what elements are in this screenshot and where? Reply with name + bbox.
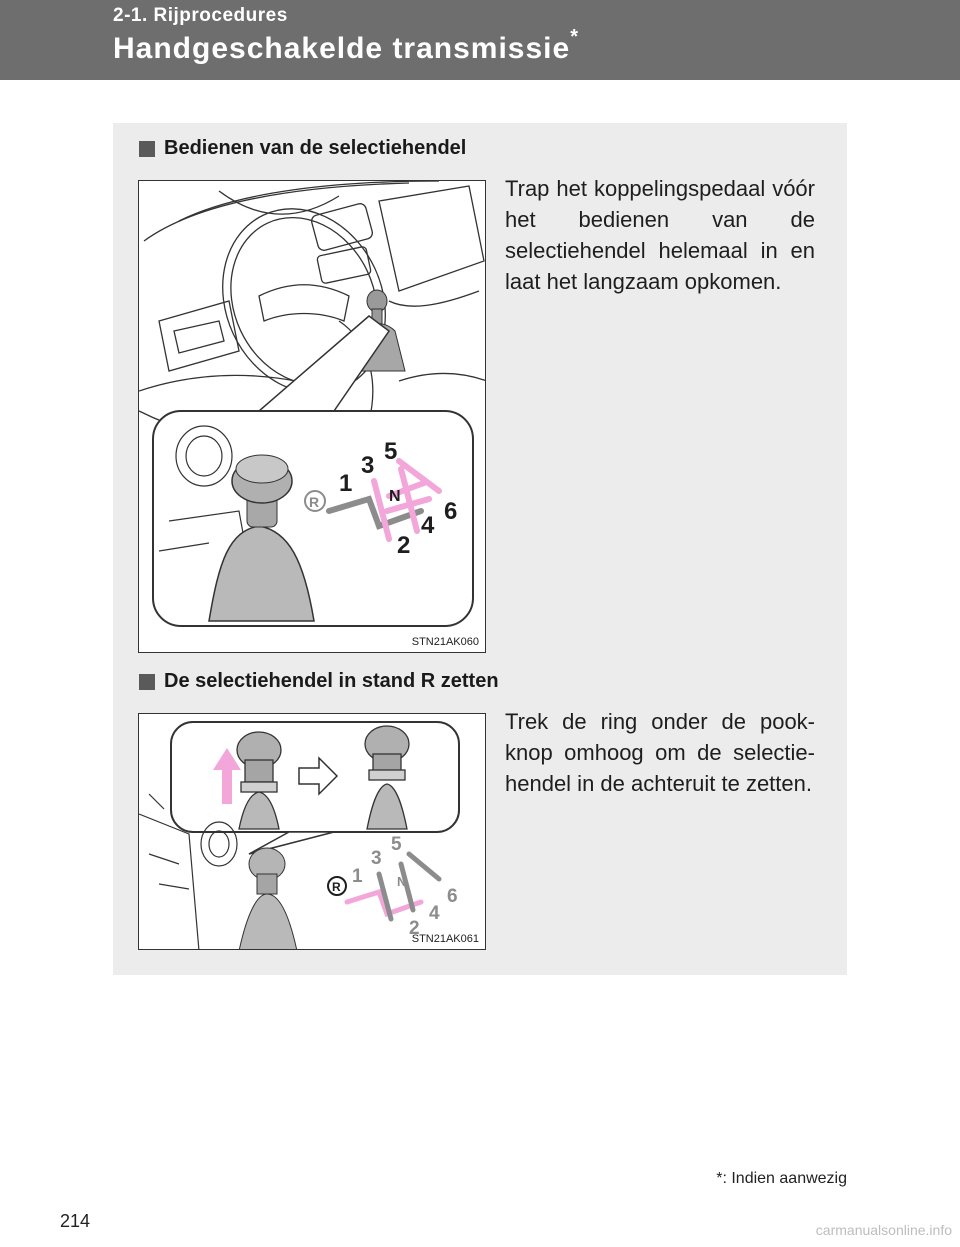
asterisk-icon: * <box>570 26 579 48</box>
asterisk-icon: * <box>716 1170 723 1187</box>
instruction-text-reverse: Trek de ring onder de pook-knop omhoog om de selectie-hendel in de achteruit te zetten. <box>505 709 815 796</box>
gear-label-5: 5 <box>384 438 398 465</box>
gear-label-6: 6 <box>444 498 458 525</box>
gear-label-R: R <box>332 880 341 894</box>
gear-label-5: 5 <box>391 834 402 855</box>
gear-label-4: 4 <box>421 512 435 539</box>
page-title: Handgeschakelde transmissie* <box>113 26 579 65</box>
square-bullet-icon <box>139 141 155 157</box>
page-header <box>0 0 960 80</box>
gear-label-1: 1 <box>352 866 363 887</box>
page-number: 214 <box>60 1211 91 1231</box>
figure-reverse-ring <box>138 713 486 950</box>
gear-label-N: N <box>397 874 407 889</box>
small-shift-knob-lower <box>239 848 297 950</box>
watermark: carmanualsonline.info <box>815 1222 952 1238</box>
gear-label-R: R <box>309 494 320 510</box>
square-bullet-icon <box>139 674 155 690</box>
subheading-shift-to-r: De selectiehendel in stand R zetten <box>139 670 499 693</box>
gear-label-3: 3 <box>361 452 375 479</box>
footnote: *: Indien aanwezig <box>716 1170 847 1187</box>
gear-label-4: 4 <box>429 903 440 924</box>
instruction-text-operate: Trap het koppelingspedaal vóór het bedienen van de selectiehendel helemaal in en laat het langzaam opkomen. <box>505 176 815 294</box>
subheading-operate-lever: Bedienen van de selectiehendel <box>139 137 466 160</box>
gear-label-3: 3 <box>371 848 382 869</box>
gear-label-6: 6 <box>447 886 458 907</box>
gear-label-2: 2 <box>397 532 411 559</box>
figure-cockpit-shift-pattern <box>138 180 486 653</box>
figure-code: STN21AK060 <box>411 636 479 648</box>
gear-label-N: N <box>389 488 401 505</box>
knob-after <box>365 726 409 829</box>
section-label: 2-1. Rijprocedures <box>113 5 288 26</box>
figure-code: STN21AK061 <box>411 933 479 945</box>
gear-label-1: 1 <box>339 470 353 497</box>
gear-label-2: 2 <box>409 918 420 939</box>
